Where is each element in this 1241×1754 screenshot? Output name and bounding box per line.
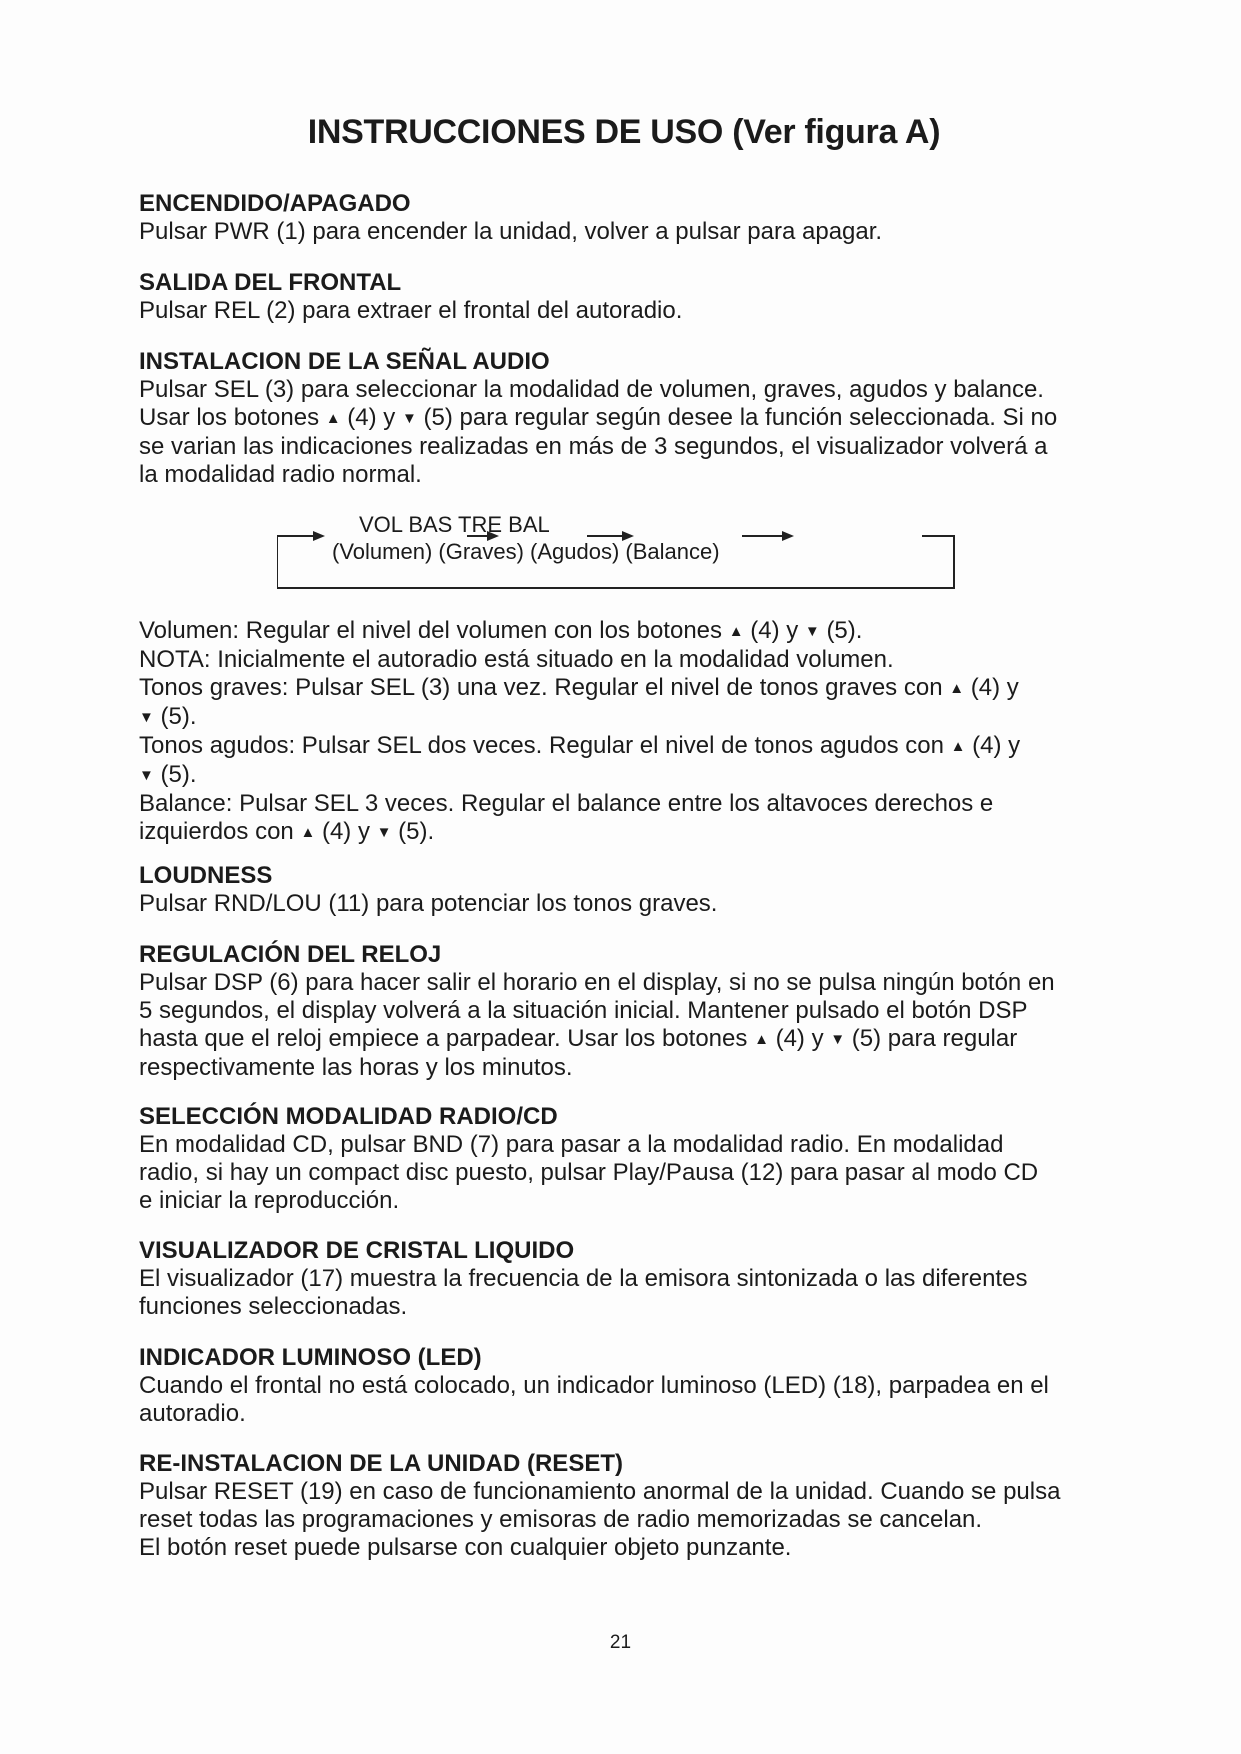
text-span: Tonos graves: Pulsar SEL (3) una vez. Regular el nivel de tonos graves con [139,674,943,701]
up-arrow-icon: ▲ [754,1031,769,1048]
text-span: (5). [160,761,197,788]
section-heading: ENCENDIDO/APAGADO [139,190,411,217]
paragraph-line: Balance: Pulsar SEL 3 veces. Regular el balance entre los altavoces derechos e [139,790,994,817]
text-span: (4) y [775,1025,824,1052]
text-span: (5) para regular [851,1025,1018,1052]
paragraph-line: Cuando el frontal no está colocado, un indicador luminoso (LED) (18), parpadea en el [139,1372,1049,1399]
down-arrow-icon: ▼ [139,767,154,784]
paragraph-line: Pulsar RND/LOU (11) para potenciar los tonos graves. [139,890,718,917]
section-heading: INDICADOR LUMINOSO (LED) [139,1344,482,1371]
section-heading: SALIDA DEL FRONTAL [139,269,402,296]
down-arrow-icon: ▼ [376,824,392,841]
paragraph-line: funciones seleccionadas. [139,1293,408,1320]
paragraph-line [139,818,1109,847]
mode-cycle-diagram [277,508,957,590]
up-arrow-icon: ▲ [325,410,341,427]
diagram-abbreviations: VOL BAS TRE BAL [359,512,550,537]
paragraph-line [139,761,1109,790]
up-arrow-icon: ▲ [950,738,966,755]
paragraph-line: la modalidad radio normal. [139,461,422,488]
paragraph-line: El visualizador (17) muestra la frecuencia de la emisora sintonizada o las diferentes [139,1265,1028,1292]
section-heading: INSTALACION DE LA SEÑAL AUDIO [139,348,550,375]
text-span: (5). [398,818,435,845]
paragraph-line: El botón reset puede pulsarse con cualquier objeto punzante. [139,1534,792,1561]
section-lcd [139,1237,1109,1321]
paragraph-line: se varian las indicaciones realizadas en más de 3 segundos, el visualizador volverá a [139,433,1048,460]
paragraph-line: autoradio. [139,1400,246,1427]
text-span: Volumen: Regular el nivel del volumen con los botones [139,617,723,644]
section-heading: VISUALIZADOR DE CRISTAL LIQUIDO [139,1237,575,1264]
paragraph-line: reset todas las programaciones y emisoras de radio memorizadas se cancelan. [139,1506,983,1533]
section-loudness [139,862,1109,918]
section-audio [139,348,1109,489]
paragraph-line: NOTA: Inicialmente el autoradio está situado en la modalidad volumen. [139,646,894,673]
paragraph-line [139,1025,1109,1054]
text-span: izquierdos con [139,818,294,845]
section-led [139,1344,1109,1428]
paragraph-line [139,617,1109,646]
text-span: (5) para regular según desee la función seleccionada. Si no [423,404,1058,431]
paragraph-line: respectivamente las horas y los minutos. [139,1054,573,1081]
down-arrow-icon: ▼ [804,623,820,640]
section-release [139,269,1109,325]
page-title: INSTRUCCIONES DE USO (Ver figura A) [307,113,941,151]
text-span: (4) y [970,674,1019,701]
paragraph-line [139,732,1109,761]
paragraph-line: 5 segundos, el display volverá a la situación inicial. Mantener pulsado el botón DSP [139,997,1028,1024]
text-span: (5). [160,703,197,730]
paragraph-line [139,703,1109,732]
text-span: (4) y [321,818,370,845]
paragraph-line: e iniciar la reproducción. [139,1187,400,1214]
up-arrow-icon: ▲ [728,623,744,640]
section-reset [139,1450,1109,1562]
paragraph-line: radio, si hay un compact disc puesto, pulsar Play/Pausa (12) para pasar al modo CD [139,1159,1039,1186]
text-span: (4) y [972,732,1021,759]
section-heading: LOUDNESS [139,862,273,889]
section-heading: RE-INSTALACION DE LA UNIDAD (RESET) [139,1450,623,1477]
down-arrow-icon: ▼ [139,709,154,726]
paragraph-line [139,404,1109,433]
section-power [139,190,1109,246]
paragraph-line: Pulsar SEL (3) para seleccionar la modalidad de volumen, graves, agudos y balance. [139,376,1044,403]
down-arrow-icon: ▼ [830,1031,846,1048]
section-clock [139,941,1109,1082]
down-arrow-icon: ▼ [401,410,417,427]
section-heading: REGULACIÓN DEL RELOJ [139,941,442,968]
text-span: Usar los botones [139,404,320,431]
paragraph-line: Pulsar REL (2) para extraer el frontal del autoradio. [139,297,683,324]
paragraph-line: Pulsar DSP (6) para hacer salir el horario en el display, si no se pulsa ningún botón en [139,969,1055,996]
paragraph-line: En modalidad CD, pulsar BND (7) para pasar a la modalidad radio. En modalidad [139,1131,1004,1158]
text-span: Tonos agudos: Pulsar SEL dos veces. Regular el nivel de tonos agudos con [139,732,944,759]
paragraph-line [139,674,1109,703]
up-arrow-icon: ▲ [300,824,316,841]
section-heading: SELECCIÓN MODALIDAD RADIO/CD [139,1103,558,1130]
paragraph-line: Pulsar PWR (1) para encender la unidad, volver a pulsar para apagar. [139,218,883,245]
section-mode [139,1103,1109,1215]
text-span: hasta que el reloj empiece a parpadear. Usar los botones [139,1025,748,1052]
text-span: (5). [826,617,863,644]
section-modes [139,617,1109,847]
text-span: (4) y [347,404,396,431]
up-arrow-icon: ▲ [949,680,965,697]
page-number: 21 [609,1632,632,1653]
diagram-full-names: (Volumen) (Graves) (Agudos) (Balance) [332,539,720,564]
text-span: (4) y [750,617,799,644]
paragraph-line: Pulsar RESET (19) en caso de funcionamiento anormal de la unidad. Cuando se pulsa [139,1478,1061,1505]
